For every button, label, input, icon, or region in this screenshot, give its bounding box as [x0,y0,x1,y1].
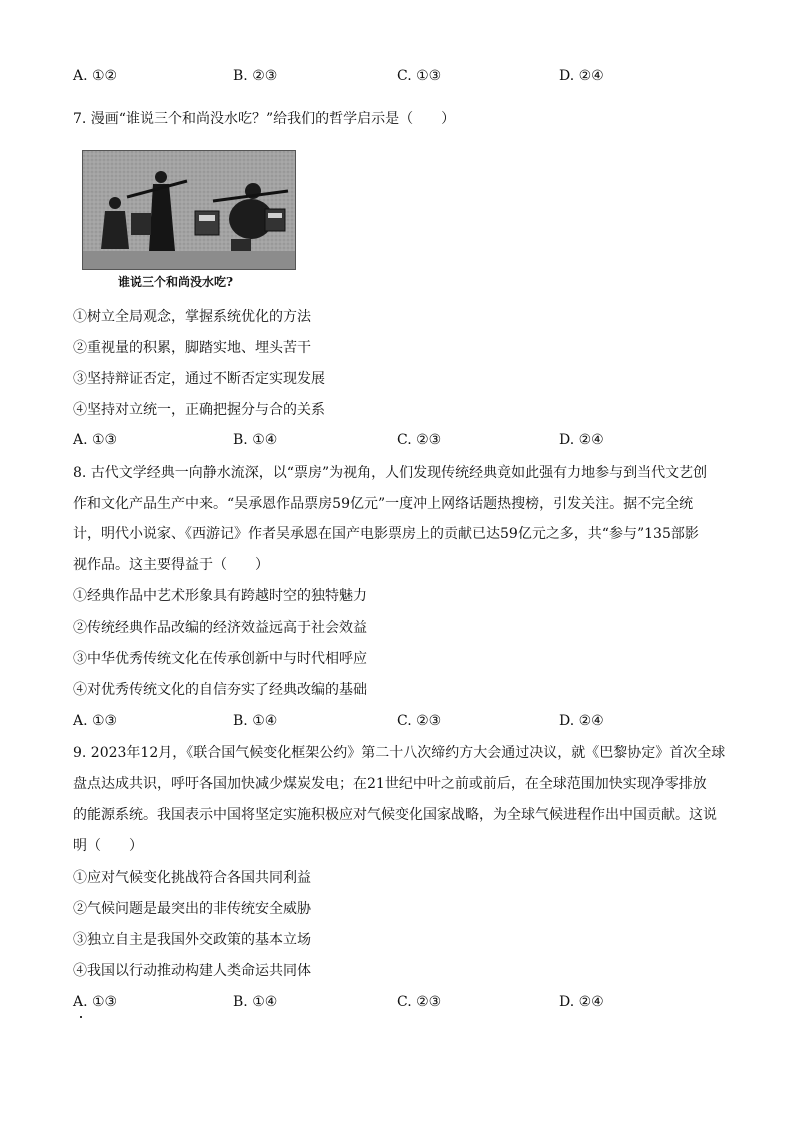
q7-statement-2: ②重视量的积累，脚踏实地、埋头苦干 [73,340,311,356]
q7-stem: 7. 漫画“谁说三个和尚没水吃？”给我们的哲学启示是（ ） [73,111,456,127]
q7-cartoon-caption: 谁说三个和尚没水吃? [118,275,234,289]
q6-options [73,66,713,86]
q9-option-d[interactable]: D. ②④ [559,994,604,1010]
cartoon-illustration [83,151,295,269]
q8-option-c[interactable]: C. ②③ [397,713,442,729]
q8-statement-4: ④对优秀传统文化的自信夯实了经典改编的基础 [73,682,367,698]
q7-option-a[interactable]: A. ①③ [73,432,118,448]
q7-option-c[interactable]: C. ②③ [397,432,442,448]
q9-option-a[interactable]: A. ①③ [73,994,118,1010]
q8-stem-line-1: 8. 古代文学经典一向静水流深，以“票房”为视角，人们发现传统经典竟如此强有力地参与到当代文艺创 [73,465,708,481]
q8-option-a[interactable]: A. ①③ [73,713,118,729]
q9-statement-4: ④我国以行动推动构建人类命运共同体 [73,963,311,979]
q9-stem-line-4: 明（ ） [73,838,143,854]
q7-options [73,430,713,450]
q8-stem-line-2: 作和文化产品生产中来。“吴承恩作品票房59亿元”一度冲上网络话题热搜榜，引发关注。据不完全统 [73,496,694,512]
q7-cartoon-image [82,150,296,270]
q8-stem-line-4: 视作品。这主要得益于（ ） [73,557,269,573]
q8-options [73,711,713,731]
q9-statement-2: ②气候问题是最突出的非传统安全威胁 [73,901,311,917]
q8-statement-1: ①经典作品中艺术形象具有跨越时空的独特魅力 [73,588,367,604]
q9-statement-3: ③独立自主是我国外交政策的基本立场 [73,932,311,948]
q6-option-c[interactable]: C. ①③ [397,68,442,84]
q9-stem-line-2: 盘点达成共识，呼吁各国加快减少煤炭发电；在21世纪中叶之前或前后，在全球范围加快实现净零排放 [73,776,707,792]
q6-option-b[interactable]: B. ②③ [233,68,278,84]
q9-option-c[interactable]: C. ②③ [397,994,442,1010]
q7-option-b[interactable]: B. ①④ [233,432,278,448]
q8-option-b[interactable]: B. ①④ [233,713,278,729]
q7-statement-4: ④坚持对立统一，正确把握分与合的关系 [73,402,325,418]
q9-statement-1: ①应对气候变化挑战符合各国共同利益 [73,870,311,886]
q8-option-d[interactable]: D. ②④ [559,713,604,729]
q9-options [73,992,713,1012]
q6-option-a[interactable]: A. ①② [73,68,118,84]
q6-option-d[interactable]: D. ②④ [559,68,604,84]
q8-statement-2: ②传统经典作品改编的经济效益远高于社会效益 [73,620,367,636]
q9-option-b[interactable]: B. ①④ [233,994,278,1010]
q9-stem-line-3: 的能源系统。我国表示中国将坚定实施积极应对气候变化国家战略，为全球气候进程作出中国贡献。这说 [73,807,717,823]
q8-stem-line-3: 计，明代小说家、《西游记》作者吴承恩在国产电影票房上的贡献已达59亿元之多，共“参与”135部影 [73,526,699,542]
q9-stem-line-1: 9. 2023年12月，《联合国气候变化框架公约》第二十八次缔约方大会通过决议，就《巴黎协定》首次全球 [73,745,726,761]
q7-option-d[interactable]: D. ②④ [559,432,604,448]
stray-mark [80,1016,82,1018]
q8-statement-3: ③中华优秀传统文化在传承创新中与时代相呼应 [73,651,367,667]
q7-statement-3: ③坚持辩证否定，通过不断否定实现发展 [73,371,325,387]
q7-statement-1: ①树立全局观念，掌握系统优化的方法 [73,309,311,325]
